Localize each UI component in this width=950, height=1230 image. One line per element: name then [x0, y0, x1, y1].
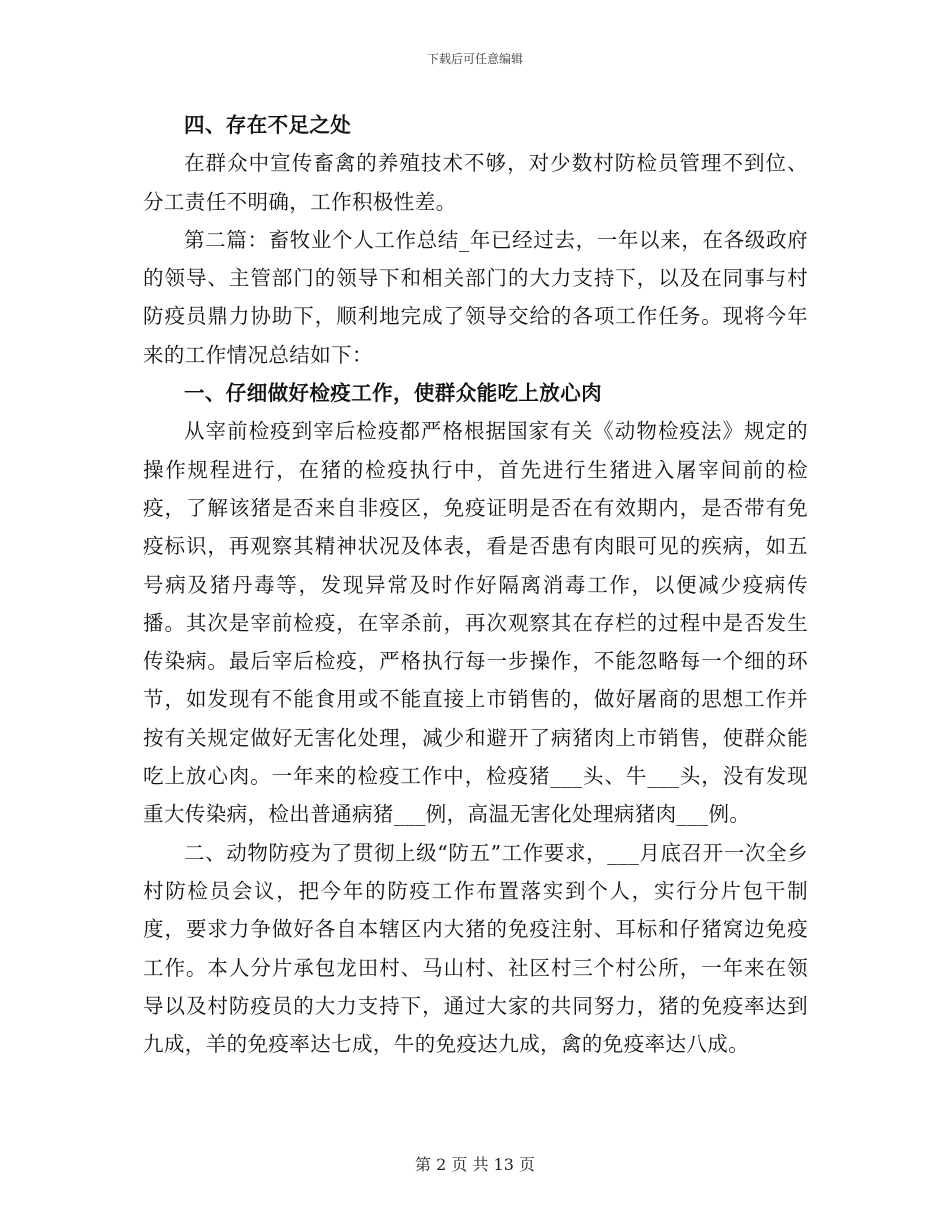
- paragraph-second-article-intro: 第二篇：畜牧业个人工作总结_年已经过去，一年以来，在各级政府的领导、主管部门的领导下和相关部门的大力支持下，以及在同事与村防疫员鼎力协助下，顺利地完成了领导交给的各项工作任务。现将今年来的工作情况总结如下：: [143, 227, 808, 367]
- page-footer: 第 2 页 共 13 页: [415, 1155, 535, 1174]
- section-heading-quarantine: 一、仔细做好检疫工作，使群众能吃上放心肉: [184, 381, 602, 406]
- paragraph-epidemic-prevention: 二、动物防疫为了贯彻上级“防五”工作要求，___月底召开一次全乡村防检员会议，把今年的防疫工作布置落实到个人，实行分片包干制度，要求力争做好各自本辖区内大猪的免疫注射、耳标和仔猪窝边免疫工作。本人分片承包龙田村、马山村、社区村三个村公所，一年来在领导以及村防疫员的大力支持下，通过大家的共同努力，猪的免疫率达到九成，羊的免疫率达七成，牛的免疫达九成，禽的免疫率达八成。: [143, 840, 808, 1057]
- paragraph-shortcomings: 在群众中宣传畜禽的养殖技术不够，对少数村防检员管理不到位、分工责任不明确，工作积极性差。: [143, 151, 808, 214]
- section-heading-shortcomings: 四、存在不足之处: [184, 113, 352, 137]
- paragraph-quarantine: 从宰前检疫到宰后检疫都严格根据国家有关《动物检疫法》规定的操作规程进行，在猪的检疫执行中，首先进行生猪进入屠宰间前的检疫，了解该猪是否来自非疫区，免疫证明是否在有效期内，是否带有免疫标识，再观察其精神状况及体表，看是否患有肉眼可见的疾病，如五号病及猪丹毒等，发现异常及时作好隔离消毒工作，以便减少疫病传播。其次是宰前检疫，在宰杀前，再次观察其在存栏的过程中是否发生传染病。最后宰后检疫，严格执行每一步操作，不能忽略每一个细的环节，如发现有不能食用或不能直接上市销售的，做好屠商的思想工作并按有关规定做好无害化处理，减少和避开了病猪肉上市销售，使群众能吃上放心肉。一年来的检疫工作中，检疫猪___头、牛___头，没有发现重大传染病，检出普通病猪___例，高温无害化处理病猪肉___例。: [143, 419, 808, 827]
- page-header: 下载后可任意编辑: [426, 52, 523, 66]
- document-body: [143, 106, 808, 1063]
